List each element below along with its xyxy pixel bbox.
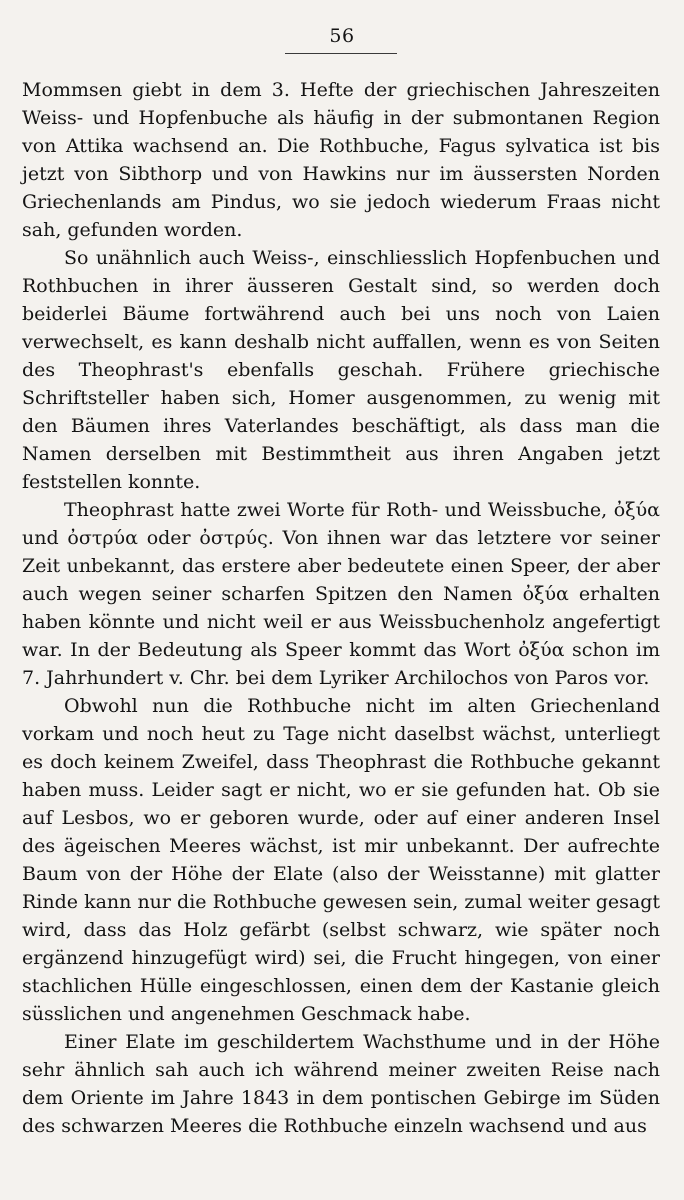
page-number: 56 xyxy=(329,25,355,47)
paragraph-1: Mommsen giebt in dem 3. Hefte der griechischen Jahreszeiten Weiss- und Hopfenbuche als häufig in der submontanen Region von Attika wachsend an. Die Rothbuche, Fagus sylvatica ist bis jetzt von Sibthorp und von Hawkins nur im äussersten Norden Griechenlands am Pindus, wo sie jedoch wiederum Fraas nicht sah, gefunden worden. xyxy=(22,79,660,241)
header-rule xyxy=(285,53,397,54)
paragraph-4: Obwohl nun die Rothbuche nicht im alten Griechenland vorkam und noch heut zu Tage nicht daselbst wächst, unterliegt es doch keinem Zweifel, dass Theophrast die Rothbuche gekannt haben muss. Leider sagt er nicht, wo er sie gefunden hat. Ob sie auf Lesbos, wo er geboren wurde, oder auf einer anderen Insel des ägeischen Meeres wächst, ist mir unbekannt. Der aufrechte Baum von der Höhe der Elate (also der Weisstanne) mit glatter Rinde kann nur die Rothbuche gewesen sein, zumal weiter gesagt wird, dass das Holz gefärbt (selbst schwarz, wie später noch ergänzend hinzugefügt wird) sei, die Frucht hingegen, von einer stachlichen Hülle eingeschlossen, einen dem der Kastanie gleich süsslichen und angenehmen Geschmack habe. xyxy=(22,695,660,1025)
paragraph-3: Theophrast hatte zwei Worte für Roth- und Weissbuche, ὀξύα und ὀστρύα oder ὀστρύς. Von ihnen war das letztere vor seiner Zeit unbekannt, das erstere aber bedeutete einen Speer, der aber auch wegen seiner scharfen Spitzen den Namen ὀξύα erhalten haben könnte und nicht weil er aus Weissbuchenholz angefertigt war. In der Bedeutung als Speer kommt das Wort ὀξύα schon im 7. Jahrhundert v. Chr. bei dem Lyriker Archilochos von Paros vor. xyxy=(22,499,660,689)
body-text xyxy=(22,76,660,1140)
paragraph-5: Einer Elate im geschildertem Wachsthume und in der Höhe sehr ähnlich sah auch ich während meiner zweiten Reise nach dem Oriente im Jahre 1843 in dem pontischen Gebirge im Süden des schwarzen Meeres die Rothbuche einzeln wachsend und aus xyxy=(22,1031,660,1137)
paragraph-2: So unähnlich auch Weiss-, einschliesslich Hopfenbuchen und Rothbuchen in ihrer äusseren Gestalt sind, so werden doch beiderlei Bäume fortwährend auch bei uns noch von Laien verwechselt, es kann deshalb nicht auffallen, wenn es von Seiten des Theophrast's ebenfalls geschah. Frühere griechische Schriftsteller haben sich, Homer ausgenommen, zu wenig mit den Bäumen ihres Vaterlandes beschäftigt, als dass man die Namen derselben mit Bestimmtheit aus ihren Angaben jetzt feststellen konnte. xyxy=(22,247,660,493)
